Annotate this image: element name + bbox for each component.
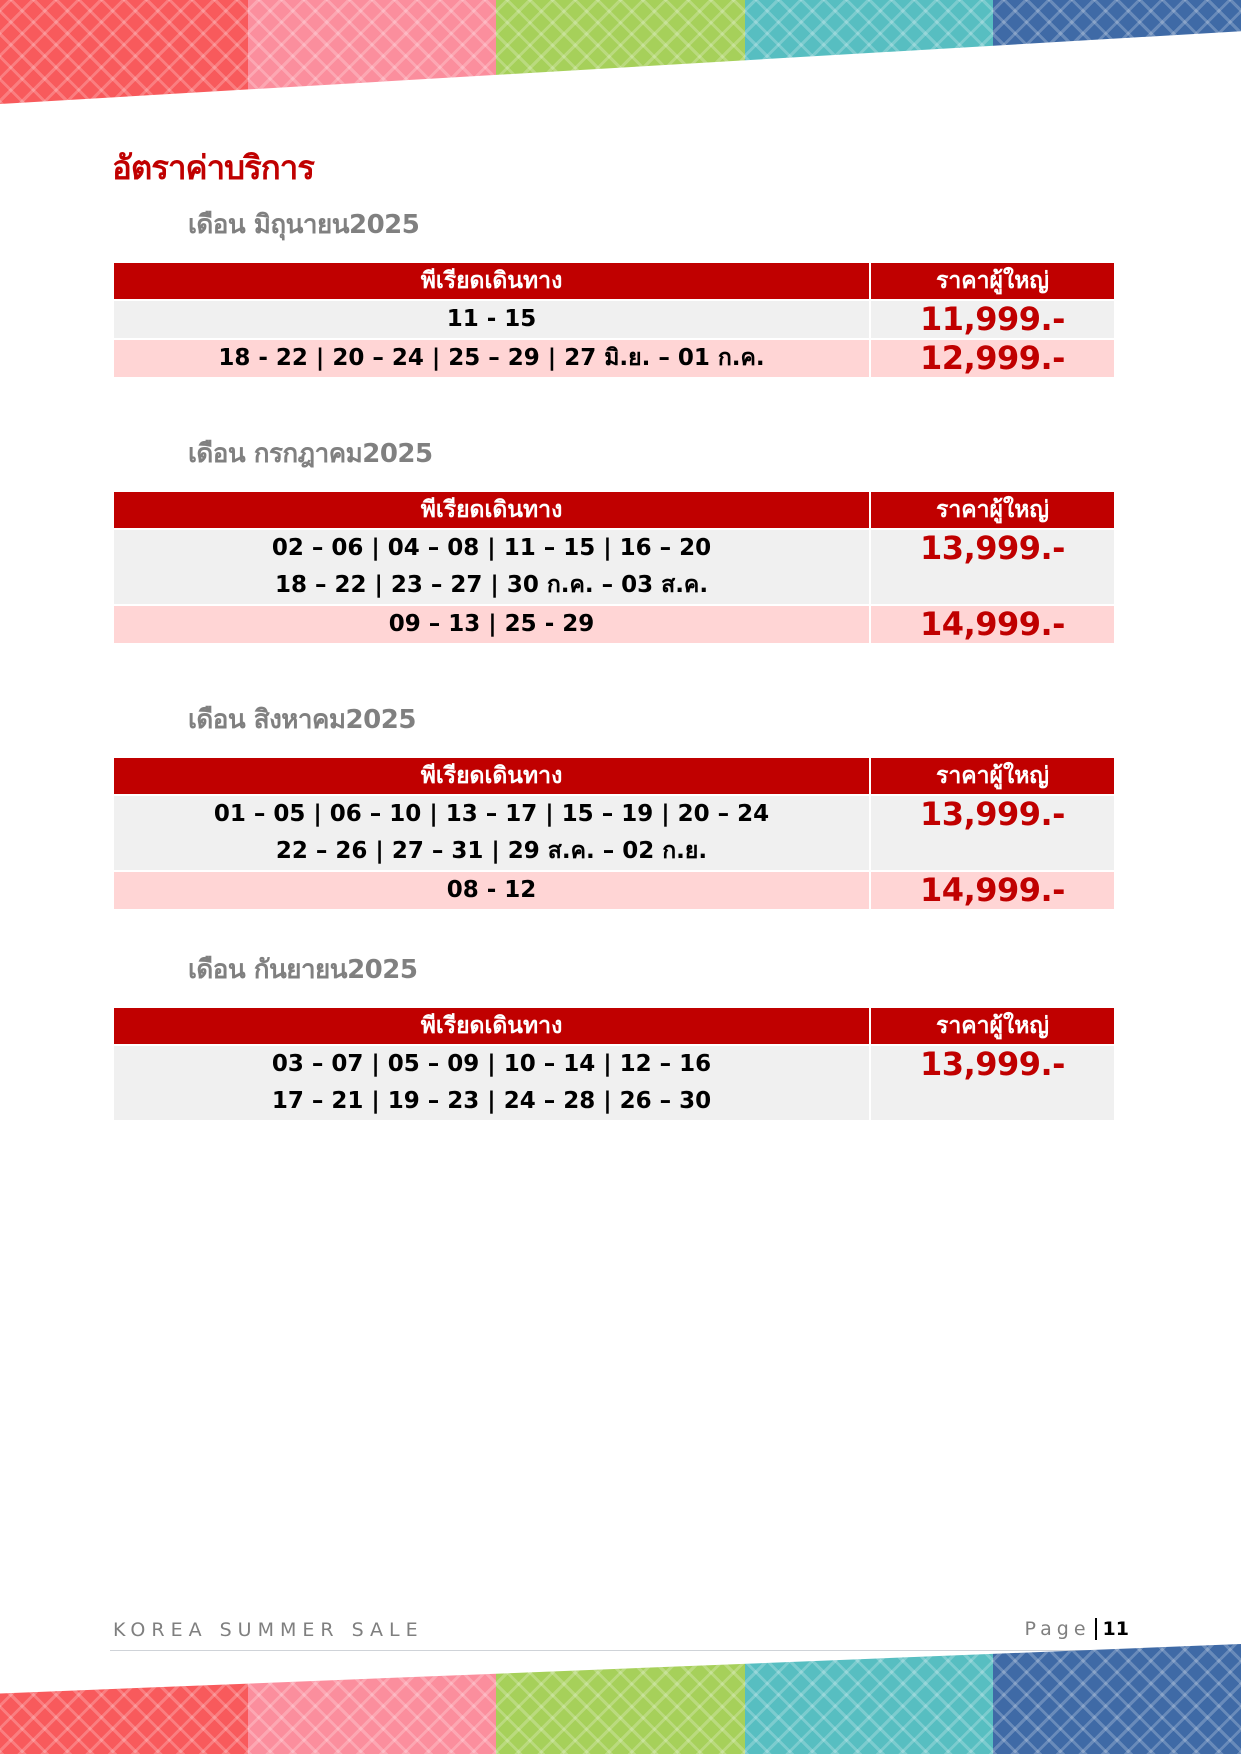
month-heading: เดือน สิงหาคม2025 bbox=[188, 705, 416, 735]
table-row bbox=[114, 340, 1114, 377]
header-price: ราคาผู้ใหญ่ bbox=[871, 263, 1114, 299]
period-line: 08 - 12 bbox=[446, 877, 537, 903]
page-title: อัตราค่าบริการ bbox=[112, 148, 315, 187]
price-cell: 13,999.- bbox=[871, 796, 1114, 870]
table-row bbox=[114, 796, 1114, 870]
period-cell bbox=[114, 872, 869, 909]
band-segment-red bbox=[0, 1644, 248, 1754]
page-indicator bbox=[1025, 1618, 1129, 1640]
period-line: 01 – 05 | 06 – 10 | 13 – 17 | 15 – 19 | 20 – 24 bbox=[213, 801, 770, 827]
month-section bbox=[114, 700, 1116, 911]
month-heading: เดือน กันยายน2025 bbox=[188, 955, 418, 985]
top-decorative-band bbox=[0, 0, 1241, 104]
month-section bbox=[114, 205, 1116, 379]
period-line: 17 – 21 | 19 – 23 | 24 – 28 | 26 – 30 bbox=[271, 1088, 712, 1114]
month-section bbox=[114, 950, 1116, 1122]
price-cell: 13,999.- bbox=[871, 1046, 1114, 1120]
band-segment-pink bbox=[248, 0, 496, 104]
table-row bbox=[114, 1046, 1114, 1120]
footer-title: KOREA SUMMER SALE bbox=[113, 1619, 424, 1641]
page-number: 11 bbox=[1095, 1618, 1129, 1640]
period-line: 11 - 15 bbox=[446, 306, 537, 332]
band-segment-blue bbox=[993, 1644, 1241, 1754]
table-header-row bbox=[114, 1008, 1114, 1044]
table-row bbox=[114, 301, 1114, 338]
price-table bbox=[112, 490, 1116, 645]
band-segment-teal bbox=[745, 0, 993, 104]
band-segment-red bbox=[0, 0, 248, 104]
band-segment-pink bbox=[248, 1644, 496, 1754]
price-table bbox=[112, 756, 1116, 911]
period-cell bbox=[114, 606, 869, 643]
footer-divider bbox=[110, 1650, 1131, 1651]
price-table bbox=[112, 261, 1116, 379]
header-period: พีเรียดเดินทาง bbox=[114, 263, 869, 299]
period-cell bbox=[114, 1046, 869, 1120]
band-segment-green bbox=[496, 1644, 744, 1754]
header-price: ราคาผู้ใหญ่ bbox=[871, 1008, 1114, 1044]
header-price: ราคาผู้ใหญ่ bbox=[871, 492, 1114, 528]
band-segment-green bbox=[496, 0, 744, 104]
page-label: Page bbox=[1024, 1618, 1091, 1640]
period-line: 09 – 13 | 25 - 29 bbox=[388, 611, 595, 637]
period-cell bbox=[114, 301, 869, 338]
price-cell: 13,999.- bbox=[871, 530, 1114, 604]
table-row bbox=[114, 530, 1114, 604]
table-header-row bbox=[114, 758, 1114, 794]
period-line: 22 – 26 | 27 – 31 | 29 ส.ค. – 02 ก.ย. bbox=[275, 838, 708, 864]
price-cell: 12,999.- bbox=[871, 340, 1114, 377]
table-row bbox=[114, 872, 1114, 909]
table-row bbox=[114, 606, 1114, 643]
period-line: 18 – 22 | 23 – 27 | 30 ก.ค. – 03 ส.ค. bbox=[274, 572, 709, 598]
month-section bbox=[114, 434, 1116, 645]
table-header-row bbox=[114, 263, 1114, 299]
price-cell: 14,999.- bbox=[871, 606, 1114, 643]
month-heading: เดือน กรกฎาคม2025 bbox=[188, 439, 433, 469]
period-line: 18 - 22 | 20 – 24 | 25 – 29 | 27 มิ.ย. – 01 ก.ค. bbox=[218, 345, 765, 371]
month-heading: เดือน มิถุนายน2025 bbox=[188, 210, 420, 240]
period-cell bbox=[114, 340, 869, 377]
header-period: พีเรียดเดินทาง bbox=[114, 1008, 869, 1044]
price-cell: 11,999.- bbox=[871, 301, 1114, 338]
band-segment-teal bbox=[745, 1644, 993, 1754]
table-header-row bbox=[114, 492, 1114, 528]
period-cell bbox=[114, 796, 869, 870]
header-period: พีเรียดเดินทาง bbox=[114, 758, 869, 794]
bottom-decorative-band bbox=[0, 1644, 1241, 1754]
header-price: ราคาผู้ใหญ่ bbox=[871, 758, 1114, 794]
price-cell: 14,999.- bbox=[871, 872, 1114, 909]
period-line: 03 – 07 | 05 – 09 | 10 – 14 | 12 – 16 bbox=[271, 1051, 712, 1077]
price-table bbox=[112, 1006, 1116, 1122]
header-period: พีเรียดเดินทาง bbox=[114, 492, 869, 528]
band-segment-blue bbox=[993, 0, 1241, 104]
period-cell bbox=[114, 530, 869, 604]
period-line: 02 – 06 | 04 – 08 | 11 – 15 | 16 – 20 bbox=[271, 535, 712, 561]
